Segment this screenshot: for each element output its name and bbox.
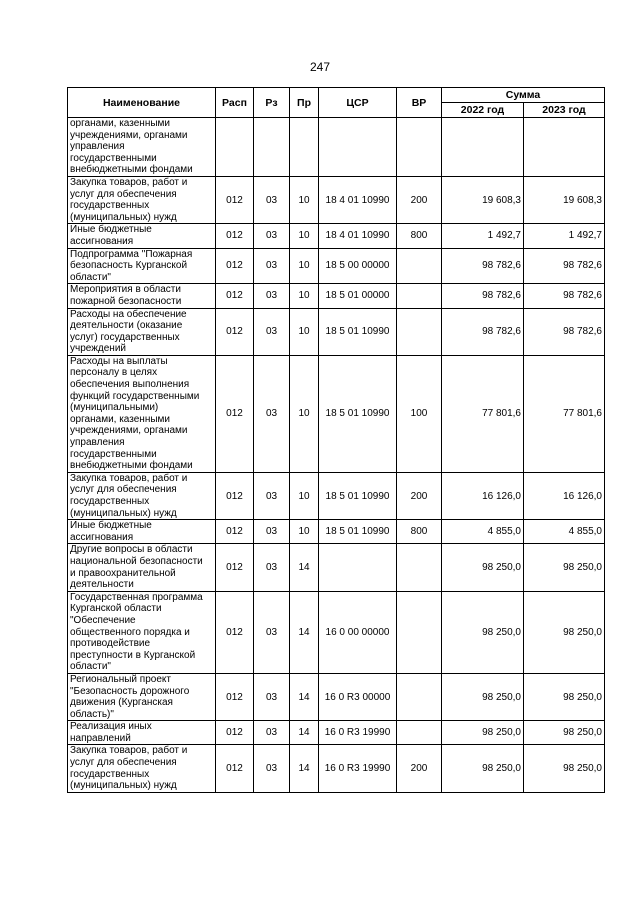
rz-cell: 03 bbox=[254, 355, 290, 472]
pr-cell: 14 bbox=[290, 673, 319, 720]
amount-2022-cell bbox=[442, 118, 524, 177]
amount-2023-cell: 98 250,0 bbox=[524, 544, 605, 591]
budget-table bbox=[67, 87, 605, 793]
table-row bbox=[68, 721, 605, 745]
row-name-cell: Государственная программа Курганской области "Обеспечение общественного порядка и противодействие преступности в Курганской области" bbox=[68, 591, 216, 673]
col-header-name: Наименование bbox=[68, 88, 216, 118]
amount-2023-cell: 1 492,7 bbox=[524, 224, 605, 248]
row-name-cell: Реализация иных направлений bbox=[68, 721, 216, 745]
table-row bbox=[68, 591, 605, 673]
rz-cell: 03 bbox=[254, 591, 290, 673]
vr-cell: 800 bbox=[397, 520, 442, 544]
table-row bbox=[68, 355, 605, 472]
rasp-cell: 012 bbox=[216, 284, 254, 308]
row-name-cell: Закупка товаров, работ и услуг для обеспечения государственных (муниципальных) нужд bbox=[68, 745, 216, 792]
table-row bbox=[68, 284, 605, 308]
row-name-cell: Закупка товаров, работ и услуг для обеспечения государственных (муниципальных) нужд bbox=[68, 176, 216, 223]
amount-2022-cell: 19 608,3 bbox=[442, 176, 524, 223]
amount-2023-cell: 98 782,6 bbox=[524, 308, 605, 355]
csr-cell: 18 4 01 10990 bbox=[319, 224, 397, 248]
csr-cell: 16 0 R3 00000 bbox=[319, 673, 397, 720]
rz-cell: 03 bbox=[254, 248, 290, 284]
rasp-cell: 012 bbox=[216, 248, 254, 284]
pr-cell: 10 bbox=[290, 355, 319, 472]
pr-cell: 10 bbox=[290, 248, 319, 284]
csr-cell bbox=[319, 118, 397, 177]
pr-cell: 14 bbox=[290, 721, 319, 745]
rz-cell: 03 bbox=[254, 224, 290, 248]
rasp-cell bbox=[216, 118, 254, 177]
rasp-cell: 012 bbox=[216, 745, 254, 792]
rasp-cell: 012 bbox=[216, 673, 254, 720]
amount-2022-cell: 98 250,0 bbox=[442, 673, 524, 720]
amount-2023-cell: 16 126,0 bbox=[524, 472, 605, 519]
pr-cell: 10 bbox=[290, 308, 319, 355]
amount-2023-cell: 98 250,0 bbox=[524, 673, 605, 720]
table-body bbox=[68, 118, 605, 793]
rz-cell: 03 bbox=[254, 308, 290, 355]
row-name-cell: Подпрограмма "Пожарная безопасность Курганской области" bbox=[68, 248, 216, 284]
rasp-cell: 012 bbox=[216, 472, 254, 519]
table-row bbox=[68, 673, 605, 720]
col-header-2022: 2022 год bbox=[442, 103, 524, 118]
rz-cell: 03 bbox=[254, 673, 290, 720]
amount-2022-cell: 77 801,6 bbox=[442, 355, 524, 472]
csr-cell: 18 5 01 10990 bbox=[319, 520, 397, 544]
amount-2022-cell: 98 250,0 bbox=[442, 591, 524, 673]
amount-2023-cell: 98 250,0 bbox=[524, 745, 605, 792]
vr-cell: 200 bbox=[397, 745, 442, 792]
vr-cell: 800 bbox=[397, 224, 442, 248]
rasp-cell: 012 bbox=[216, 355, 254, 472]
col-header-sum: Сумма bbox=[442, 88, 605, 103]
amount-2022-cell: 98 782,6 bbox=[442, 248, 524, 284]
csr-cell: 18 5 01 10990 bbox=[319, 308, 397, 355]
csr-cell: 16 0 R3 19990 bbox=[319, 721, 397, 745]
csr-cell: 16 0 00 00000 bbox=[319, 591, 397, 673]
table-row bbox=[68, 224, 605, 248]
vr-cell bbox=[397, 308, 442, 355]
col-header-rz: Рз bbox=[254, 88, 290, 118]
pr-cell: 10 bbox=[290, 176, 319, 223]
pr-cell: 10 bbox=[290, 472, 319, 519]
pr-cell: 14 bbox=[290, 745, 319, 792]
row-name-cell: органами, казенными учреждениями, органами управления государственными внебюджетными фондами bbox=[68, 118, 216, 177]
row-name-cell: Расходы на выплаты персоналу в целях обеспечения выполнения функций государственными (муниципальными) органами, казенными учреждениями, органами управления государственными внебюджетными фондами bbox=[68, 355, 216, 472]
vr-cell bbox=[397, 673, 442, 720]
table-row bbox=[68, 520, 605, 544]
table-row bbox=[68, 248, 605, 284]
row-name-cell: Мероприятия в области пожарной безопасности bbox=[68, 284, 216, 308]
rz-cell: 03 bbox=[254, 176, 290, 223]
amount-2023-cell: 98 250,0 bbox=[524, 721, 605, 745]
amount-2022-cell: 4 855,0 bbox=[442, 520, 524, 544]
pr-cell: 10 bbox=[290, 284, 319, 308]
vr-cell bbox=[397, 284, 442, 308]
amount-2022-cell: 98 782,6 bbox=[442, 284, 524, 308]
row-name-cell: Иные бюджетные ассигнования bbox=[68, 224, 216, 248]
amount-2023-cell bbox=[524, 118, 605, 177]
amount-2023-cell: 4 855,0 bbox=[524, 520, 605, 544]
vr-cell bbox=[397, 248, 442, 284]
table-row bbox=[68, 308, 605, 355]
rasp-cell: 012 bbox=[216, 224, 254, 248]
table-row bbox=[68, 472, 605, 519]
rasp-cell: 012 bbox=[216, 520, 254, 544]
vr-cell: 200 bbox=[397, 176, 442, 223]
amount-2022-cell: 1 492,7 bbox=[442, 224, 524, 248]
amount-2023-cell: 98 782,6 bbox=[524, 248, 605, 284]
rz-cell bbox=[254, 118, 290, 177]
row-name-cell: Иные бюджетные ассигнования bbox=[68, 520, 216, 544]
amount-2022-cell: 98 250,0 bbox=[442, 544, 524, 591]
csr-cell: 18 4 01 10990 bbox=[319, 176, 397, 223]
rasp-cell: 012 bbox=[216, 721, 254, 745]
vr-cell bbox=[397, 591, 442, 673]
amount-2022-cell: 98 250,0 bbox=[442, 745, 524, 792]
amount-2023-cell: 98 250,0 bbox=[524, 591, 605, 673]
pr-cell: 10 bbox=[290, 224, 319, 248]
rz-cell: 03 bbox=[254, 520, 290, 544]
vr-cell: 100 bbox=[397, 355, 442, 472]
table-row bbox=[68, 544, 605, 591]
rz-cell: 03 bbox=[254, 745, 290, 792]
vr-cell bbox=[397, 544, 442, 591]
table-row bbox=[68, 745, 605, 792]
csr-cell: 18 5 01 00000 bbox=[319, 284, 397, 308]
rz-cell: 03 bbox=[254, 472, 290, 519]
row-name-cell: Другие вопросы в области национальной безопасности и правоохранительной деятельности bbox=[68, 544, 216, 591]
rasp-cell: 012 bbox=[216, 591, 254, 673]
csr-cell: 16 0 R3 19990 bbox=[319, 745, 397, 792]
amount-2023-cell: 98 782,6 bbox=[524, 284, 605, 308]
rasp-cell: 012 bbox=[216, 176, 254, 223]
rz-cell: 03 bbox=[254, 284, 290, 308]
csr-cell: 18 5 01 10990 bbox=[319, 355, 397, 472]
vr-cell: 200 bbox=[397, 472, 442, 519]
amount-2022-cell: 98 782,6 bbox=[442, 308, 524, 355]
amount-2023-cell: 77 801,6 bbox=[524, 355, 605, 472]
vr-cell bbox=[397, 721, 442, 745]
rasp-cell: 012 bbox=[216, 308, 254, 355]
col-header-2023: 2023 год bbox=[524, 103, 605, 118]
rasp-cell: 012 bbox=[216, 544, 254, 591]
pr-cell: 14 bbox=[290, 544, 319, 591]
rz-cell: 03 bbox=[254, 721, 290, 745]
col-header-pr: Пр bbox=[290, 88, 319, 118]
row-name-cell: Региональный проект "Безопасность дорожного движения (Курганская область)" bbox=[68, 673, 216, 720]
page-number: 247 bbox=[309, 60, 331, 74]
vr-cell bbox=[397, 118, 442, 177]
pr-cell: 10 bbox=[290, 520, 319, 544]
amount-2023-cell: 19 608,3 bbox=[524, 176, 605, 223]
row-name-cell: Закупка товаров, работ и услуг для обеспечения государственных (муниципальных) нужд bbox=[68, 472, 216, 519]
csr-cell bbox=[319, 544, 397, 591]
table-row bbox=[68, 118, 605, 177]
csr-cell: 18 5 01 10990 bbox=[319, 472, 397, 519]
col-header-rasp: Расп bbox=[216, 88, 254, 118]
table-row bbox=[68, 176, 605, 223]
rz-cell: 03 bbox=[254, 544, 290, 591]
row-name-cell: Расходы на обеспечение деятельности (оказание услуг) государственных учреждений bbox=[68, 308, 216, 355]
col-header-vr: ВР bbox=[397, 88, 442, 118]
col-header-csr: ЦСР bbox=[319, 88, 397, 118]
amount-2022-cell: 16 126,0 bbox=[442, 472, 524, 519]
csr-cell: 18 5 00 00000 bbox=[319, 248, 397, 284]
pr-cell bbox=[290, 118, 319, 177]
amount-2022-cell: 98 250,0 bbox=[442, 721, 524, 745]
pr-cell: 14 bbox=[290, 591, 319, 673]
